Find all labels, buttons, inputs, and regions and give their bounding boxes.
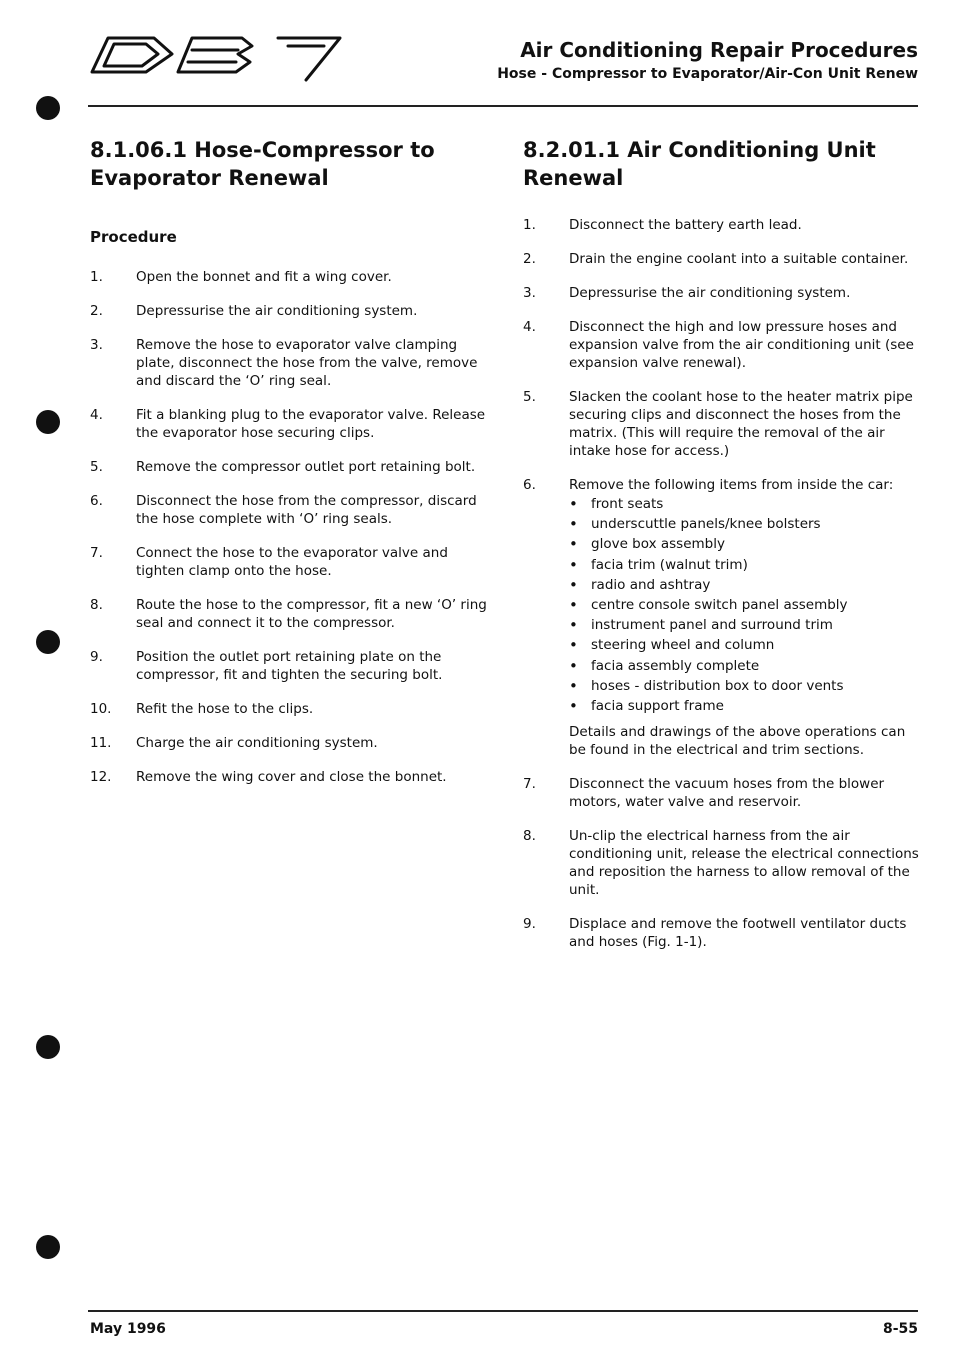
step-item xyxy=(523,216,923,234)
step-number: 5. xyxy=(523,389,536,405)
step-number: 7. xyxy=(523,776,536,793)
step-item xyxy=(90,406,490,442)
bullet-icon xyxy=(569,697,591,717)
step-text: Depressurise the air conditioning system. xyxy=(136,303,418,319)
step-number: 9. xyxy=(90,649,103,665)
right-section-heading: 8.2.01.1 Air Conditioning Unit Renewal xyxy=(523,138,876,190)
bullet-item xyxy=(569,616,923,636)
step-text: Open the bonnet and fit a wing cover. xyxy=(136,269,392,285)
step-text: Disconnect the battery earth lead. xyxy=(569,217,802,233)
step-number: 10. xyxy=(90,701,112,717)
step-text: Un-clip the electrical harness from the air conditioning unit, release the electrical connections and reposition the harness to allow removal of the unit. xyxy=(569,828,919,899)
left-section-heading: 8.1.06.1 Hose-Compressor to Evaporator Renewal xyxy=(90,138,435,190)
right-step-list xyxy=(523,216,923,951)
bullet-item xyxy=(569,556,923,576)
step-item xyxy=(90,302,490,320)
bullet-text: front seats xyxy=(591,496,664,512)
step-text: Drain the engine coolant into a suitable container. xyxy=(569,251,909,267)
bullet-item xyxy=(569,515,923,535)
bullet-item xyxy=(569,535,923,555)
step-number: 11. xyxy=(90,735,112,751)
footer-rule xyxy=(88,1310,918,1312)
binder-hole xyxy=(36,410,60,434)
step-text: Slacken the coolant hose to the heater matrix pipe securing clips and disconnect the hoses from the matrix. (This will require the removal of the air intake hose for access.) xyxy=(569,389,913,459)
step-text: Disconnect the hose from the compressor, discard the hose complete with ‘O’ ring seals. xyxy=(136,493,477,527)
bullet-text: centre console switch panel assembly xyxy=(591,597,848,614)
step-item xyxy=(90,458,490,476)
step-number: 3. xyxy=(90,337,103,353)
step-item xyxy=(523,827,923,899)
step-number: 6. xyxy=(523,477,536,493)
bullet-text: facia support frame xyxy=(591,698,724,715)
bullet-icon xyxy=(569,515,591,535)
step-item xyxy=(90,268,490,286)
bullet-icon xyxy=(569,535,591,555)
bullet-item xyxy=(569,495,923,515)
step-text: Remove the hose to evaporator valve clamping plate, disconnect the hose from the valve, remove and discard the ‘O’ ring seal. xyxy=(136,337,478,389)
bullet-item xyxy=(569,697,923,717)
bullet-text: facia trim (walnut trim) xyxy=(591,556,748,573)
step-item xyxy=(90,768,490,786)
bullet-text: instrument panel and surround trim xyxy=(591,617,833,634)
right-column xyxy=(523,136,923,967)
step-item xyxy=(523,250,923,268)
step-item xyxy=(523,476,923,759)
step-number: 4. xyxy=(90,407,103,423)
step-number: 9. xyxy=(523,916,536,933)
removal-items-list xyxy=(569,495,923,717)
page-number: 8-55 xyxy=(882,1321,918,1337)
bullet-icon xyxy=(569,657,591,677)
step-item xyxy=(523,775,923,811)
step-text: Depressurise the air conditioning system. xyxy=(569,285,851,301)
bullet-text: hoses - distribution box to door vents xyxy=(591,677,844,694)
step-text: Remove the wing cover and close the bonnet. xyxy=(136,769,447,785)
bullet-item xyxy=(569,636,923,656)
step-text: Fit a blanking plug to the evaporator valve. Release the evaporator hose securing clips. xyxy=(136,407,486,441)
step-number: 8. xyxy=(523,828,536,845)
step-note: Details and drawings of the above operations can be found in the electrical and trim sections. xyxy=(569,724,906,759)
step-item xyxy=(523,388,923,460)
step-number: 2. xyxy=(90,303,103,319)
step-number: 4. xyxy=(523,319,536,335)
step-text: Disconnect the vacuum hoses from the blower motors, water valve and reservoir. xyxy=(569,776,885,811)
step-item xyxy=(90,492,490,528)
step-number: 1. xyxy=(90,269,103,285)
step-item xyxy=(90,544,490,580)
step-text: Connect the hose to the evaporator valve and tighten clamp onto the hose. xyxy=(136,545,448,579)
step-item xyxy=(90,336,490,390)
header-title: Air Conditioning Repair Procedures xyxy=(520,38,918,62)
header-rule xyxy=(88,105,918,107)
step-text: Position the outlet port retaining plate on the compressor, fit and tighten the securing bolt. xyxy=(136,649,443,683)
bullet-icon xyxy=(569,596,591,616)
binder-hole xyxy=(36,1035,60,1059)
procedure-subheading: Procedure xyxy=(90,228,177,246)
step-text: Charge the air conditioning system. xyxy=(136,735,378,751)
db7-logo xyxy=(88,24,346,84)
bullet-item xyxy=(569,576,923,596)
step-item xyxy=(523,318,923,372)
step-item xyxy=(90,734,490,752)
bullet-item xyxy=(569,657,923,677)
bullet-text: facia assembly complete xyxy=(591,657,760,674)
binder-hole xyxy=(36,630,60,654)
step-number: 7. xyxy=(90,545,103,561)
left-column xyxy=(90,136,490,802)
bullet-text: glove box assembly xyxy=(591,536,725,553)
bullet-item xyxy=(569,596,923,616)
step-item xyxy=(90,700,490,718)
step-text: Disconnect the high and low pressure hoses and expansion valve from the air conditioning unit (see expansion valve renewal). xyxy=(569,319,914,371)
step-item xyxy=(523,284,923,302)
step-text: Remove the following items from inside the car: xyxy=(569,477,894,493)
bullet-text: steering wheel and column xyxy=(591,637,775,654)
left-step-list xyxy=(90,268,490,786)
step-body xyxy=(569,476,923,759)
step-text: Refit the hose to the clips. xyxy=(136,701,314,717)
bullet-icon xyxy=(569,495,591,515)
bullet-icon xyxy=(569,576,591,596)
bullet-icon xyxy=(569,556,591,576)
step-number: 12. xyxy=(90,769,112,785)
step-text: Remove the compressor outlet port retaining bolt. xyxy=(136,459,476,475)
step-number: 8. xyxy=(90,597,103,613)
bullet-icon xyxy=(569,677,591,697)
footer-date: May 1996 xyxy=(90,1321,166,1337)
bullet-icon xyxy=(569,616,591,636)
header-subtitle: Hose - Compressor to Evaporator/Air-Con Unit Renew xyxy=(497,66,918,82)
bullet-text: radio and ashtray xyxy=(591,576,711,593)
step-item xyxy=(90,648,490,684)
binder-hole xyxy=(36,96,60,120)
step-item xyxy=(90,596,490,632)
binder-hole xyxy=(36,1235,60,1259)
step-text: Displace and remove the footwell ventilator ducts and hoses (Fig. 1-1). xyxy=(569,916,907,951)
step-item xyxy=(523,915,923,951)
bullet-icon xyxy=(569,636,591,656)
step-number: 5. xyxy=(90,459,103,475)
step-number: 6. xyxy=(90,493,103,509)
step-number: 3. xyxy=(523,285,536,301)
bullet-item xyxy=(569,677,923,697)
step-number: 2. xyxy=(523,251,536,267)
step-text: Route the hose to the compressor, fit a new ‘O’ ring seal and connect it to the compressor. xyxy=(136,597,487,631)
bullet-text: underscuttle panels/knee bolsters xyxy=(591,516,821,533)
step-number: 1. xyxy=(523,217,536,233)
